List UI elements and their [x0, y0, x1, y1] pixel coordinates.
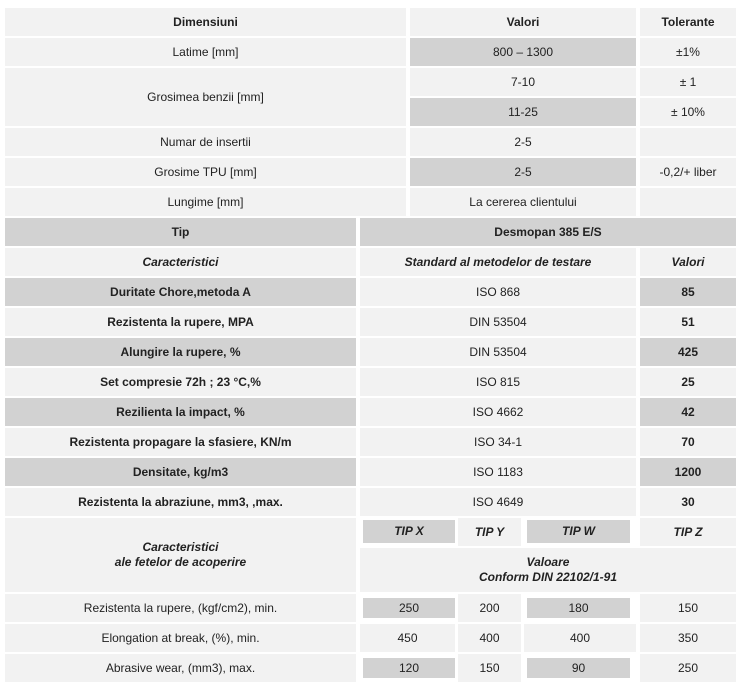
props-header-caracteristici: Caracteristici — [5, 248, 356, 276]
type-header-z: TIP Z — [640, 518, 736, 546]
coating-val-y: 150 — [458, 654, 521, 682]
coating-title — [5, 518, 356, 592]
tip-label: Tip — [5, 218, 356, 246]
coating-value-label — [360, 548, 736, 592]
grosimea-label: Grosimea benzii [mm] — [5, 68, 406, 126]
prop-name: Rezistenta la abraziune, mm3, ,max. — [5, 488, 356, 516]
grosimea-tolerance-1: ± 1 — [640, 68, 736, 96]
prop-name: Rezilienta la impact, % — [5, 398, 356, 426]
numar-tolerance — [640, 128, 736, 156]
tpu-tolerance: -0,2/+ liber — [640, 158, 736, 186]
prop-value: 1200 — [640, 458, 736, 486]
coating-row-name: Abrasive wear, (mm3), max. — [5, 654, 356, 682]
prop-value: 25 — [640, 368, 736, 396]
tip-value: Desmopan 385 E/S — [360, 218, 736, 246]
prop-value: 70 — [640, 428, 736, 456]
coating-val-y: 200 — [458, 594, 521, 622]
prop-value: 30 — [640, 488, 736, 516]
prop-standard: DIN 53504 — [360, 338, 636, 366]
prop-standard: ISO 868 — [360, 278, 636, 306]
prop-standard: ISO 34-1 — [360, 428, 636, 456]
coating-val-y: 400 — [458, 624, 521, 652]
tpu-value: 2-5 — [410, 158, 636, 186]
type-header-y: TIP Y — [458, 518, 521, 546]
prop-standard: ISO 1183 — [360, 458, 636, 486]
dims-header-dimensiuni: Dimensiuni — [5, 8, 406, 36]
prop-name: Set compresie 72h ; 23 °C,% — [5, 368, 356, 396]
coating-row-name: Elongation at break, (%), min. — [5, 624, 356, 652]
latime-label: Latime [mm] — [5, 38, 406, 66]
type-header-x: TIP X — [363, 520, 455, 543]
prop-standard: ISO 815 — [360, 368, 636, 396]
grosimea-value-2: 11-25 — [410, 98, 636, 126]
lungime-tolerance-empty — [640, 188, 736, 216]
coating-val-x: 450 — [360, 624, 455, 652]
prop-name: Densitate, kg/m3 — [5, 458, 356, 486]
prop-value: 425 — [640, 338, 736, 366]
prop-name: Rezistenta la rupere, MPA — [5, 308, 356, 336]
numar-label: Numar de insertii — [5, 128, 406, 156]
prop-standard: ISO 4662 — [360, 398, 636, 426]
coating-val-z: 250 — [640, 654, 736, 682]
dims-header-valori: Valori — [410, 8, 636, 36]
coating-val-w: 400 — [524, 624, 636, 652]
prop-name: Alungire la rupere, % — [5, 338, 356, 366]
type-header-w: TIP W — [527, 520, 630, 543]
prop-name: Rezistenta propagare la sfasiere, KN/m — [5, 428, 356, 456]
coating-val-x: 120 — [363, 658, 455, 678]
coating-value-line1: Valoare — [526, 555, 570, 569]
coating-val-z: 150 — [640, 594, 736, 622]
props-header-standard: Standard al metodelor de testare — [360, 248, 636, 276]
tpu-label: Grosime TPU [mm] — [5, 158, 406, 186]
coating-val-x: 250 — [363, 598, 455, 618]
coating-val-w: 180 — [527, 598, 630, 618]
numar-value: 2-5 — [410, 128, 636, 156]
prop-name: Duritate Chore,metoda A — [5, 278, 356, 306]
prop-standard: DIN 53504 — [360, 308, 636, 336]
lungime-label: Lungime [mm] — [5, 188, 406, 216]
coating-title-line2: ale fetelor de acoperire — [114, 555, 247, 569]
props-header-valori: Valori — [640, 248, 736, 276]
coating-val-w: 90 — [527, 658, 630, 678]
prop-value: 85 — [640, 278, 736, 306]
grosimea-tolerance-2: ± 10% — [640, 98, 736, 126]
dims-header-tolerante: Tolerante — [640, 8, 736, 36]
grosimea-value-1: 7-10 — [410, 68, 636, 96]
latime-tolerance: ±1% — [640, 38, 736, 66]
latime-value: 800 – 1300 — [410, 38, 636, 66]
prop-value: 51 — [640, 308, 736, 336]
lungime-value: La cererea clientului — [410, 188, 636, 216]
prop-value: 42 — [640, 398, 736, 426]
prop-standard: ISO 4649 — [360, 488, 636, 516]
coating-title-line1: Caracteristici — [142, 540, 219, 554]
coating-val-z: 350 — [640, 624, 736, 652]
coating-row-name: Rezistenta la rupere, (kgf/cm2), min. — [5, 594, 356, 622]
coating-value-line2: Conform DIN 22102/1-91 — [478, 570, 618, 584]
